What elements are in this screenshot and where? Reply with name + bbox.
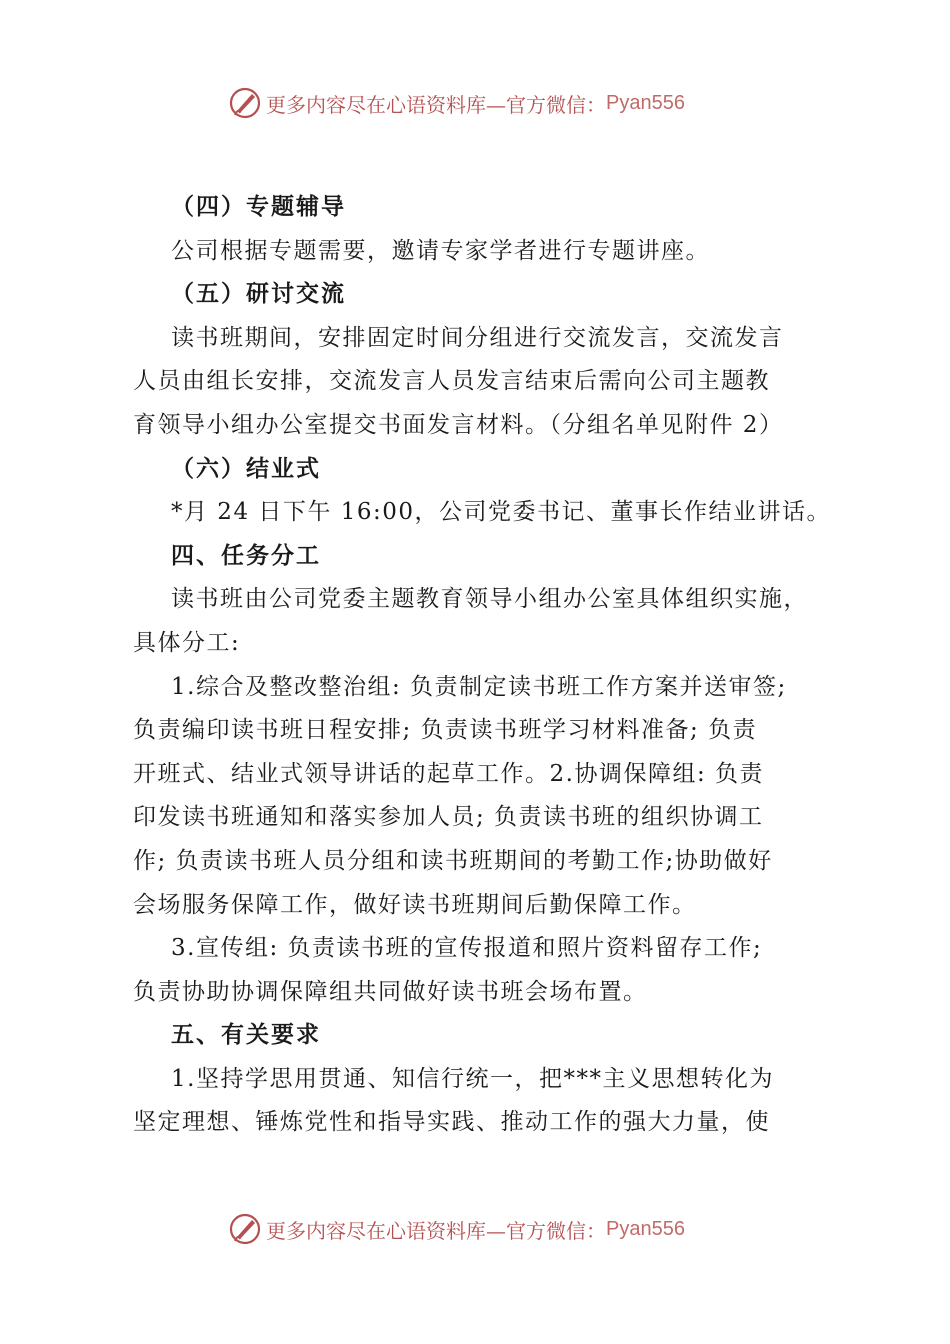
banner-text: 更多内容尽在心语资料库—官方微信： [266,92,606,117]
paragraph-line: 1.坚持学思用贯通、知信行统一，把***主义思想转化为 [171,1065,774,1092]
paragraph-line: *月 24 日下午 16:00，公司党委书记、董事长作结业讲话。 [171,499,831,526]
paragraph-line: 负责协助协调保障组共同做好读书班会场布置。 [133,978,648,1005]
paragraph-line: 坚定理想、锤炼党性和指导实践、推动工作的强大力量，使 [133,1109,770,1136]
paragraph-line: 读书班由公司党委主题教育领导小组办公室具体组织实施， [171,586,808,613]
banner-wechat-id: Pyan556 [606,1217,685,1240]
paragraph-line: 印发读书班通知和落实参加人员; 负责读书班的组织协调工 [133,804,764,831]
body-text [133,186,831,1145]
paragraph-line: 读书班期间，安排固定时间分组进行交流发言，交流发言 [171,324,784,351]
paragraph-line: 公司根据专题需要，邀请专家学者进行专题讲座。 [171,237,710,264]
section-heading-seminar-exchange: （五）研讨交流 [171,281,346,308]
banner-wechat-id: Pyan556 [606,91,685,114]
section-heading-special-tutoring: （四）专题辅导 [171,194,346,220]
paragraph-line: 作; 负责读书班人员分组和读书班期间的考勤工作;协助做好 [133,847,773,874]
paragraph-line: 具体分工: [133,629,241,656]
section-heading-requirements: 五、有关要求 [171,1022,321,1049]
header-banner [228,86,748,120]
quill-pen-logo-icon [228,1212,262,1246]
quill-pen-logo-icon [228,86,262,120]
banner-text: 更多内容尽在心语资料库—官方微信： [266,1218,606,1243]
paragraph-line: 负责编印读书班日程安排; 负责读书班学习材料准备; 负责 [133,717,758,744]
paragraph-line: 会场服务保障工作，做好读书班期间后勤保障工作。 [133,891,697,918]
footer-banner [228,1212,748,1246]
paragraph-line: 3.宣传组: 负责读书班的宣传报道和照片资料留存工作; [171,935,763,962]
paragraph-line: 人员由组长安排，交流发言人员发言结束后需向公司主题教 [133,368,770,395]
paragraph-line: 育领导小组办公室提交书面发言材料。（分组名单见附件 2） [133,411,784,438]
paragraph-line: 1.综合及整改整治组: 负责制定读书班工作方案并送审签; [171,673,787,700]
paragraph-line: 开班式、结业式领导讲话的起草工作。2.协调保障组: 负责 [133,760,765,787]
section-heading-task-division: 四、任务分工 [171,542,321,569]
section-heading-graduation: （六）结业式 [171,455,321,482]
